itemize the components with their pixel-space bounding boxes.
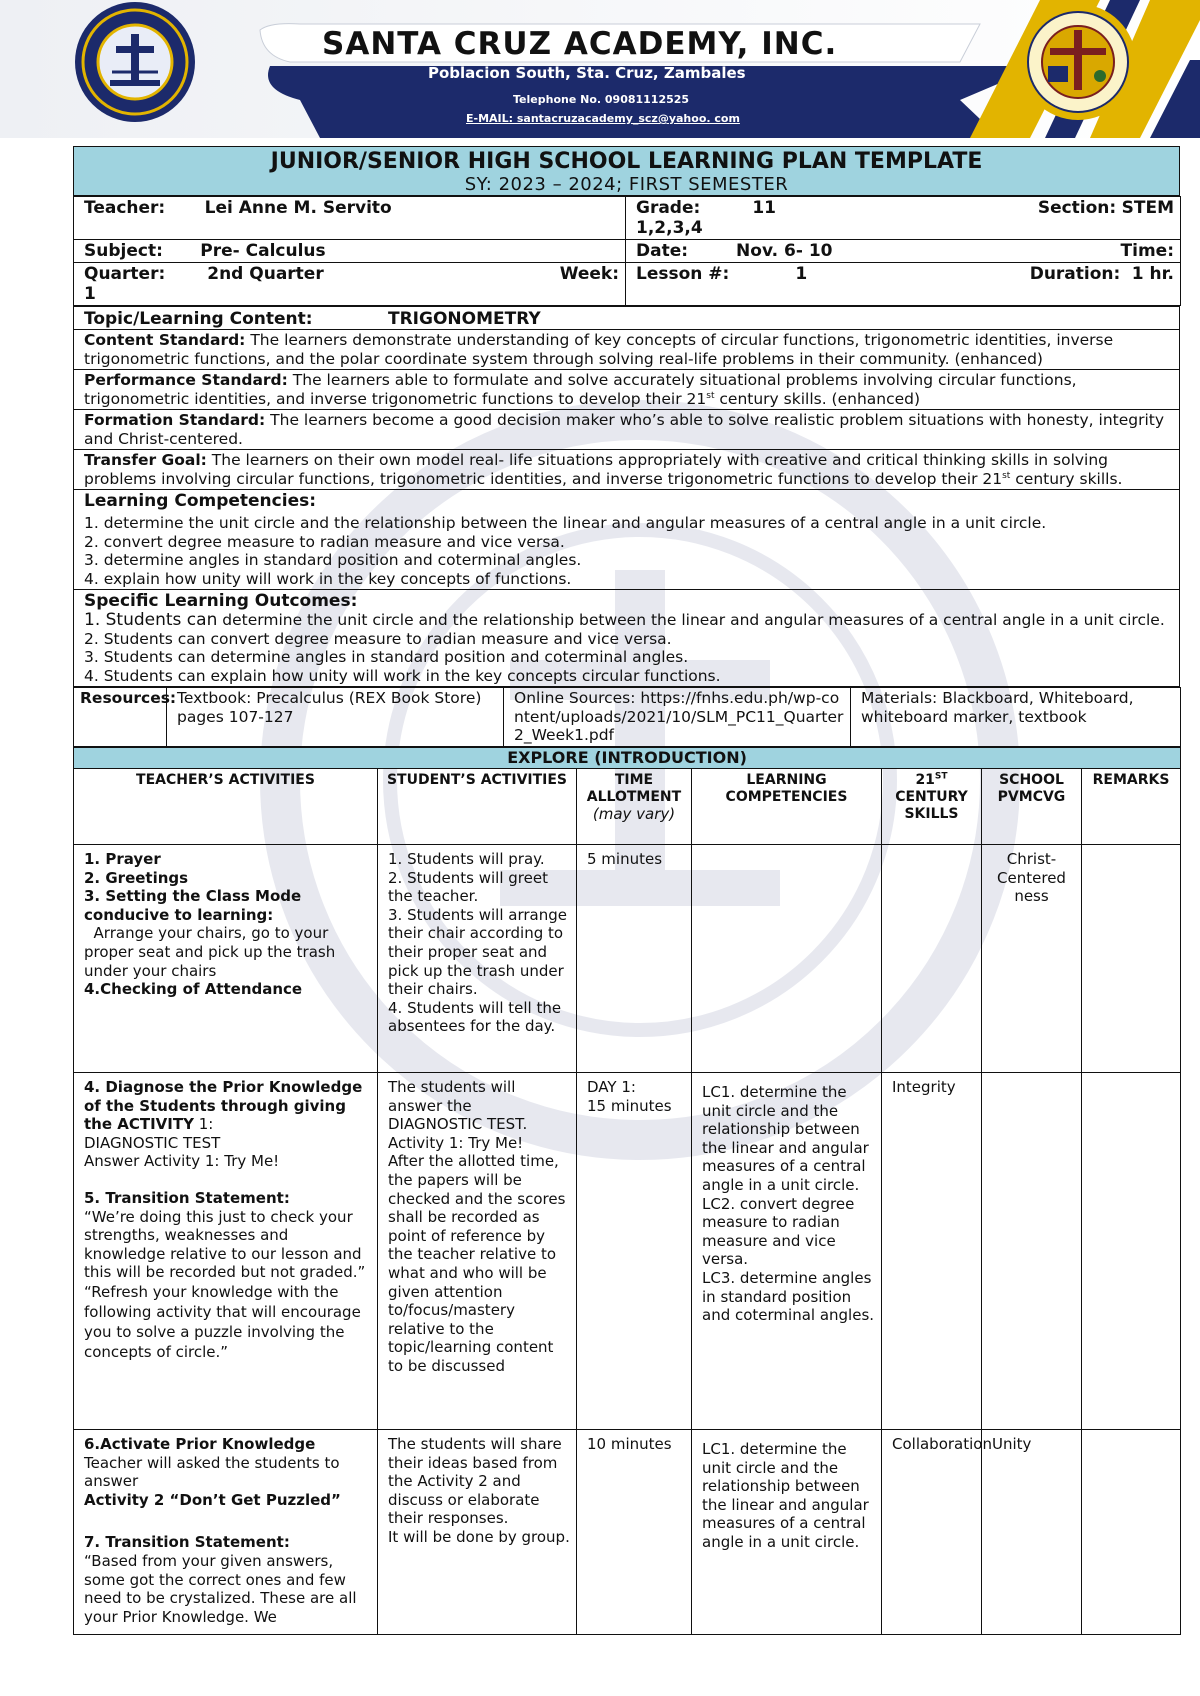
time-allotment-cell: 5 minutes — [577, 845, 692, 1073]
outcome-item: 4. Students can explain how unity will work in the key concepts circular functions. — [84, 666, 721, 685]
col-skills-number: 21 — [915, 772, 935, 788]
resources-table — [73, 687, 1181, 747]
textbook-cell — [167, 688, 504, 747]
competency-item: 4. explain how unity will work in the key concepts of functions. — [84, 569, 572, 588]
pvmcvg-cell — [982, 1073, 1082, 1430]
right-seal-icon — [1020, 4, 1136, 120]
formation-standard-cell — [74, 410, 1180, 450]
performance-standard-cell — [74, 370, 1180, 410]
section-label: Section: — [1037, 198, 1117, 218]
performance-sup: st — [706, 390, 715, 401]
content-standard-text: The learners demonstrate understanding of key concepts of circular functions, trigonometric identities, inverse trigonometric functions, and the polar coordinate system through solving real-life problems in their community. (enhanced) — [84, 331, 1114, 368]
teacher-step-number: 1: — [193, 1115, 214, 1134]
teacher-step: Activity 2 “Don’t Get Puzzled” — [84, 1490, 341, 1509]
teacher-step-detail: “Refresh your knowledge with the following activity that will encourage you to solve a puzzle involving the concepts of circle.” — [84, 1282, 361, 1361]
school-email-link[interactable]: E-MAIL: santacruzacademy_scz@yahoo. com — [466, 112, 740, 125]
learning-competencies-cell — [74, 490, 1180, 590]
plan-title-cell — [74, 147, 1180, 196]
competency-item: 3. determine angles in standard position and coterminal angles. — [84, 551, 582, 569]
resources-label: Resources: — [74, 688, 167, 747]
info-table — [73, 196, 1181, 306]
col-school-pvmcvg: SCHOOL PVMCVG — [982, 769, 1082, 845]
left-seal-icon — [75, 2, 195, 122]
school-banner — [0, 0, 1200, 138]
col-skills-label: CENTURY SKILLS — [895, 789, 968, 822]
standards-table — [73, 306, 1180, 687]
outcome-item: determine the unit circle and the relationship between the linear and angular measures of a central angle in a unit circle. — [217, 611, 1165, 629]
teacher-activity-cell — [74, 845, 378, 1073]
plan-subtitle: SY: 2023 – 2024; FIRST SEMESTER — [464, 174, 789, 195]
time-label: Time: — [1120, 241, 1174, 261]
remarks-cell — [1082, 1073, 1181, 1430]
competencies-cell: LC1. determine the unit circle and the relationship between the linear and angular measures of a central angle in a unit circle. LC2. convert degree measure to radian measure and vice versa. LC3. determine angles in standard position and coterminal angles. — [692, 1073, 882, 1430]
col-remarks: REMARKS — [1082, 769, 1181, 845]
subject-label: Subject: — [84, 241, 163, 261]
subject-cell — [74, 240, 626, 263]
subject-value: Pre- Calculus — [200, 241, 326, 261]
textbook-title: Textbook: Precalculus (REX Book Store) — [177, 689, 482, 707]
date-label: Date: — [636, 241, 689, 261]
performance-standard-text: The learners able to formulate and solve accurately situational problems involving circular functions, trigonometric identities, and inverse trigonometric functions to develop their 21 — [84, 371, 1077, 408]
teacher-cell — [74, 197, 626, 240]
learning-outcomes-cell — [74, 590, 1180, 687]
learning-plan-form — [73, 146, 1180, 1635]
week-label: Week: — [559, 264, 619, 284]
lesson-duration-cell — [626, 263, 1181, 306]
teacher-step: 4. Diagnose the Prior Knowledge of the Students through giving the ACTIVITY — [84, 1078, 363, 1134]
teacher-step-detail: Arrange your chairs, go to your proper seat and pick up the trash under your chairs — [84, 924, 341, 980]
col-time-note: (may vary) — [592, 805, 676, 823]
teacher-step-detail: “Based from your given answers, some got the correct ones and few need to be crystalized. These are all your Prior Knowledge. We — [84, 1551, 357, 1626]
school-telephone: Telephone No. 09081112525 — [513, 93, 690, 106]
learning-competencies-label: Learning Competencies: — [84, 491, 317, 511]
teacher-activity-cell — [74, 1073, 378, 1430]
teacher-step: 4.Checking of Attendance — [84, 980, 303, 999]
textbook-pages: pages 107-127 — [177, 707, 294, 726]
section-value: STEM — [1121, 198, 1174, 218]
table-row — [74, 845, 1181, 1073]
skills-cell: Integrity — [882, 1073, 982, 1430]
teacher-step: 3. Setting the Class Mode conducive to learning: — [84, 887, 302, 924]
competency-item: 1. determine the unit circle and the relationship between the linear and angular measures of a central angle in a unit circle. — [84, 514, 1047, 532]
table-row — [74, 1430, 1181, 1635]
topic-cell — [74, 307, 1180, 330]
col-learning-competencies: LEARNING COMPETENCIES — [692, 769, 882, 845]
topic-value: TRIGONOMETRY — [388, 309, 541, 329]
teacher-activity-cell — [74, 1430, 378, 1635]
quarter-week-cell — [74, 263, 626, 306]
title-table — [73, 146, 1180, 196]
teacher-step: 5. Transition Statement: — [84, 1188, 290, 1207]
remarks-cell — [1082, 1430, 1181, 1635]
teacher-step: 6.Activate Prior Knowledge — [84, 1435, 316, 1453]
plan-title: JUNIOR/SENIOR HIGH SCHOOL LEARNING PLAN TEMPLATE — [270, 149, 983, 174]
learning-outcomes-label: Specific Learning Outcomes: — [84, 591, 358, 611]
student-activity-cell: The students will answer the DIAGNOSTIC TEST. Activity 1: Try Me! After the allotted time, the papers will be checked and the scores shall be recorded as point of reference by the teacher relative to what and who will be given attention to/focus/mastery relative to the topic/learning content to be discussed — [378, 1073, 577, 1430]
teacher-step: 7. Transition Statement: — [84, 1533, 290, 1552]
grade-value: 11 — [752, 198, 776, 218]
teacher-label: Teacher: — [84, 198, 166, 218]
time-allotment-cell: 10 minutes — [577, 1430, 692, 1635]
teacher-step-detail: DIAGNOSTIC TEST — [84, 1133, 221, 1152]
skills-cell: Collaboration — [882, 1430, 982, 1635]
transfer-goal-cell — [74, 450, 1180, 490]
formation-standard-text: The learners become a good decision maker who’s able to solve realistic problem situations with honesty, integrity and Christ-centered. — [84, 411, 1165, 448]
lesson-value: 1 — [795, 264, 808, 284]
col-student-activities: STUDENT’S ACTIVITIES — [378, 769, 577, 845]
explore-table — [73, 747, 1181, 1636]
teacher-step-detail: Teacher will asked the students to answer — [84, 1453, 340, 1491]
transfer-goal-text-end: century skills. — [1010, 469, 1123, 488]
quarter-value: 2nd Quarter — [207, 264, 324, 284]
grade-section-cell — [626, 197, 1181, 240]
pvmcvg-cell: Unity — [982, 1430, 1082, 1635]
competencies-cell: LC1. determine the unit circle and the relationship between the linear and angular measures of a central angle in a unit circle. — [692, 1430, 882, 1635]
duration-label: Duration: — [1029, 264, 1121, 284]
performance-standard-label: Performance Standard: — [84, 371, 288, 389]
date-time-cell — [626, 240, 1181, 263]
teacher-step-detail: “We’re doing this just to check your strengths, weaknesses and knowledge relative to our lesson and this will be recorded but not graded.” — [84, 1207, 366, 1282]
performance-standard-text-end: century skills. (enhanced) — [714, 389, 921, 408]
topic-label: Topic/Learning Content: — [84, 309, 313, 329]
competency-item: 2. convert degree measure to radian measure and vice versa. — [84, 532, 565, 551]
explore-heading: EXPLORE (INTRODUCTION) — [74, 747, 1181, 769]
teacher-name: Lei Anne M. Servito — [204, 198, 392, 218]
grade-sections: 1,2,3,4 — [636, 218, 703, 238]
transfer-sup: st — [1002, 470, 1011, 481]
duration-value: 1 hr. — [1131, 264, 1174, 284]
date-value: Nov. 6- 10 — [736, 241, 833, 261]
week-value: 1 — [84, 284, 96, 304]
col-time-label: TIME ALLOTMENT — [586, 772, 682, 805]
transfer-goal-label: Transfer Goal: — [84, 451, 207, 469]
school-address: Poblacion South, Sta. Cruz, Zambales — [428, 64, 746, 82]
col-time-allotment — [577, 769, 692, 845]
time-allotment-cell: DAY 1: 15 minutes — [577, 1073, 692, 1430]
table-row — [74, 1073, 1181, 1430]
col-skills-sup: ST — [934, 771, 948, 782]
grade-label: Grade: — [636, 198, 701, 218]
online-sources-link[interactable]: Online Sources: https://fnhs.edu.ph/wp-content/uploads/2021/10/SLM_PC11_Quarter2_Week1.pdf — [504, 688, 851, 747]
content-standard-cell — [74, 330, 1180, 370]
competencies-cell — [692, 845, 882, 1073]
skills-cell — [882, 845, 982, 1073]
lesson-label: Lesson #: — [636, 264, 730, 284]
school-name: SANTA CRUZ ACADEMY, INC. — [322, 26, 838, 62]
materials-cell: Materials: Blackboard, Whiteboard, whiteboard marker, textbook — [851, 688, 1181, 747]
outcome-item: 3. Students can determine angles in standard position and coterminal angles. — [84, 648, 689, 666]
teacher-step: 2. Greetings — [84, 868, 189, 887]
outcome-item: 2. Students can convert degree measure to radian measure and vice versa. — [84, 629, 672, 648]
student-activity-cell: 1. Students will pray. 2. Students will greet the teacher. 3. Students will arrange their chair according to their proper seat and pick up the trash under their chairs. 4. Students will tell the absentees for the day. — [378, 845, 577, 1073]
quarter-label: Quarter: — [84, 264, 166, 284]
teacher-step-detail: Answer Activity 1: Try Me! — [84, 1152, 280, 1171]
outcome-prefix: 1. Students can — [84, 610, 218, 630]
remarks-cell — [1082, 845, 1181, 1073]
formation-standard-label: Formation Standard: — [84, 411, 266, 429]
pvmcvg-cell: Christ-Centered ness — [982, 845, 1082, 1073]
teacher-step: 1. Prayer — [84, 850, 161, 868]
col-century-skills — [882, 769, 982, 845]
transfer-goal-text: The learners on their own model real- life situations appropriately with creative and critical thinking skills in solving problems involving circular functions, trigonometric identities, and inverse trigonometric functions to develop their 21 — [84, 451, 1109, 488]
col-teacher-activities: TEACHER’S ACTIVITIES — [74, 769, 378, 845]
content-standard-label: Content Standard: — [84, 331, 246, 349]
student-activity-cell: The students will share their ideas based from the Activity 2 and discuss or elaborate their responses. It will be done by group. — [378, 1430, 577, 1635]
